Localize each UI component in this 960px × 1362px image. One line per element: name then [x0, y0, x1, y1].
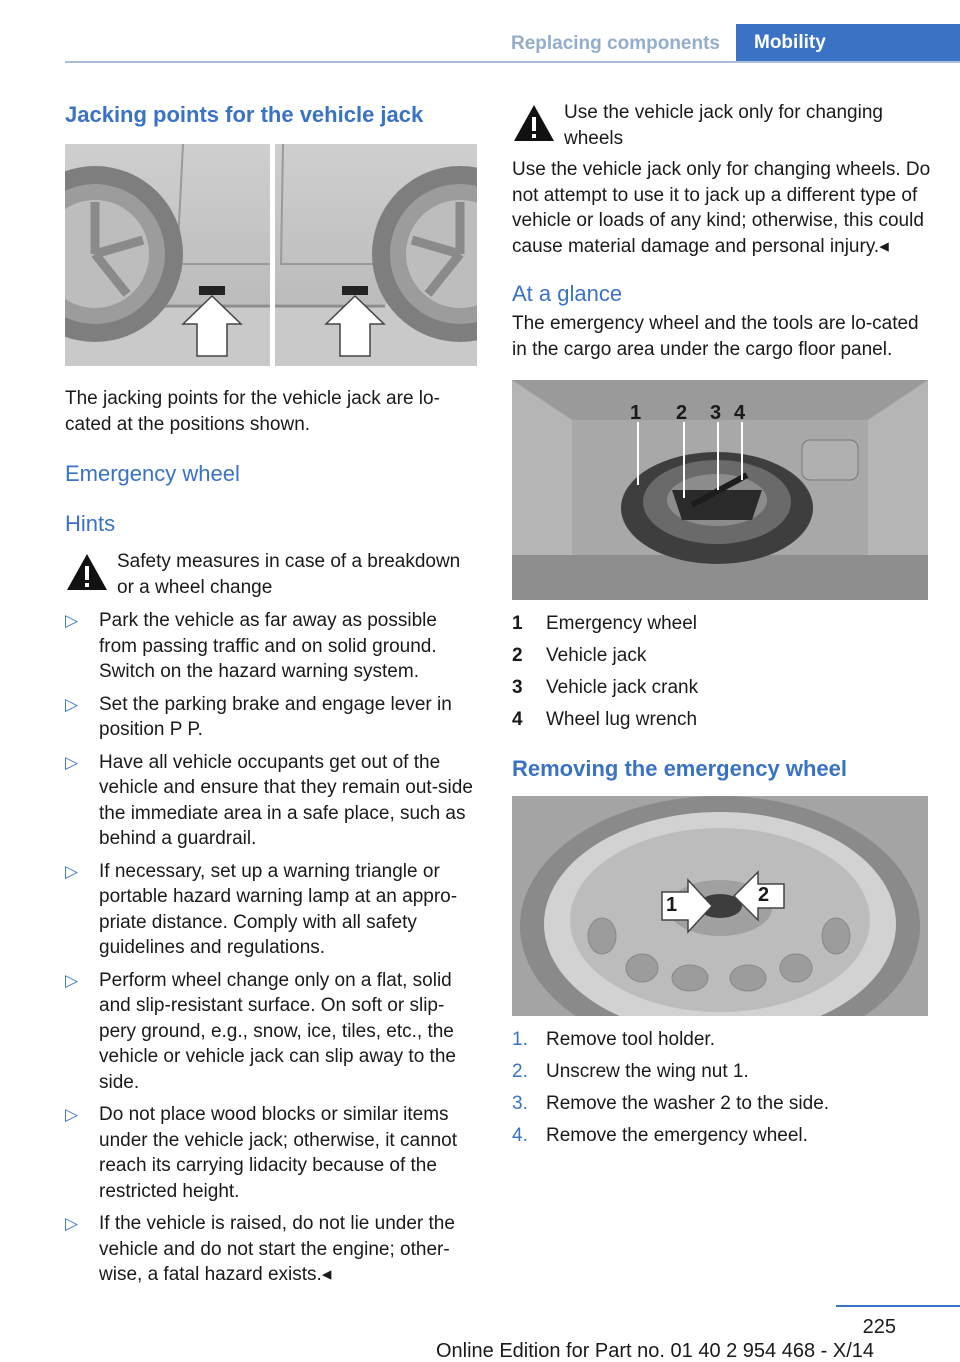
emergency-wheel-heading: Emergency wheel — [65, 461, 240, 486]
list-item — [65, 1211, 477, 1288]
header-rule — [65, 61, 960, 63]
at-a-glance-text: The emergency wheel and the tools are lo-cated in the cargo area under the cargo floor panel. — [512, 313, 919, 360]
header-section-title: Replacing components — [510, 33, 720, 54]
bullet-triangle-icon: ▷ — [65, 611, 79, 630]
footer-rule — [836, 1305, 960, 1307]
list-item-text: Set the parking brake and engage lever in position P P. — [99, 693, 452, 740]
legend-number: 3 — [512, 677, 523, 698]
jacking-points-text: The jacking points for the vehicle jack are lo-cated at the positions shown. — [65, 388, 440, 435]
legend-row — [512, 640, 932, 672]
step-text: Unscrew the wing nut 1. — [546, 1061, 749, 1082]
removing-figure-label-1: 1 — [666, 894, 678, 916]
bullet-triangle-icon: ▷ — [65, 970, 79, 990]
figure-label-1: 1 — [630, 402, 642, 424]
list-item — [65, 1102, 477, 1204]
edition-note: Online Edition for Part no. 01 40 2 954 468 - X/14 — [435, 1340, 875, 1362]
step-number: 1. — [512, 1029, 528, 1050]
list-item — [65, 608, 477, 685]
step-number: 4. — [512, 1125, 528, 1146]
step-row — [512, 1024, 932, 1056]
legend-number: 1 — [512, 613, 523, 634]
step-row — [512, 1088, 932, 1120]
figure-label-3: 3 — [710, 402, 722, 424]
right-column — [512, 100, 932, 1152]
jacking-points-figure — [65, 144, 477, 366]
bullet-triangle-icon: ▷ — [65, 1214, 79, 1233]
jack-use-warning-body: Use the vehicle jack only for changing wheels. Do not attempt to use it to jack up a different type of vehicle or loads of any kind; otherwise, this could cause material damage and personal injury.◂ — [512, 159, 931, 257]
left-column — [65, 100, 477, 1295]
legend-number: 2 — [512, 645, 523, 666]
legend-number: 4 — [512, 709, 523, 730]
step-row — [512, 1056, 932, 1088]
figure-label-2: 2 — [676, 402, 688, 424]
bullet-triangle-icon: ▷ — [65, 694, 79, 714]
at-a-glance-heading: At a glance — [512, 281, 623, 306]
list-item — [65, 750, 477, 852]
tools-legend — [512, 608, 932, 736]
bullet-triangle-icon: ▷ — [65, 1105, 79, 1124]
removing-wheel-figure — [512, 796, 928, 1016]
jacking-points-heading: Jacking points for the vehicle jack — [65, 102, 424, 127]
bullet-triangle-icon: ▷ — [65, 861, 79, 881]
removing-figure-label-2: 2 — [758, 884, 770, 906]
list-item — [65, 968, 477, 1096]
list-item-text: Park the vehicle as far away as possible from passing traffic and on solid ground. Switch on the hazard warning system. — [99, 610, 437, 682]
removing-wheel-heading: Removing the emergency wheel — [512, 756, 847, 781]
page-number: 225 — [862, 1316, 896, 1338]
step-text: Remove the emergency wheel. — [546, 1125, 808, 1146]
list-item — [65, 692, 477, 743]
bullet-triangle-icon: ▷ — [65, 752, 79, 772]
step-row — [512, 1120, 932, 1152]
step-number: 2. — [512, 1061, 528, 1082]
warning-triangle-icon — [65, 552, 109, 592]
legend-label: Wheel lug wrench — [546, 709, 698, 730]
breakdown-warning — [65, 549, 477, 600]
hints-heading: Hints — [65, 511, 116, 536]
list-item-text: Do not place wood blocks or similar items under the vehicle jack; otherwise, it cannot reach its carrying lidacity because of the restricted height. — [99, 1104, 458, 1202]
list-item-text: Have all vehicle occupants get out of the vehicle and ensure that they remain out-side the immediate area in a safe place, such as behind a guardrail. — [99, 751, 473, 849]
safety-bullet-list — [65, 608, 477, 1288]
warning-triangle-icon — [512, 103, 556, 143]
legend-label: Vehicle jack — [546, 645, 647, 666]
step-text: Remove tool holder. — [546, 1029, 715, 1050]
breakdown-warning-text: Safety measures in case of a breakdown or a wheel change — [117, 551, 461, 598]
legend-label: Emergency wheel — [546, 613, 698, 634]
list-item-text: If necessary, set up a warning triangle or portable hazard warning lamp at an appro-priate distance. Comply with all safety guidelines and regulations. — [99, 860, 458, 958]
removing-steps-list — [512, 1024, 932, 1152]
figure-label-4: 4 — [734, 402, 746, 424]
jack-use-warning — [512, 100, 932, 151]
jack-use-warning-title: Use the vehicle jack only for changing wheels — [564, 102, 883, 149]
list-item — [65, 859, 477, 961]
legend-row — [512, 672, 932, 704]
legend-row — [512, 704, 932, 736]
step-number: 3. — [512, 1093, 528, 1114]
step-text: Remove the washer 2 to the side. — [546, 1093, 830, 1114]
legend-row — [512, 608, 932, 640]
legend-label: Vehicle jack crank — [546, 677, 699, 698]
header-tab: Mobility — [736, 24, 960, 62]
list-item-text: Perform wheel change only on a flat, solid and slip-resistant surface. On soft or slip-pery ground, e.g., snow, ice, tiles, etc., the vehicle or vehicle jack can slip away to the side. — [99, 969, 456, 1093]
list-item-text: If the vehicle is raised, do not lie under the vehicle and do not start the engine; other-wise, a fatal hazard exists.◂ — [99, 1213, 455, 1285]
tools-figure — [512, 380, 928, 600]
